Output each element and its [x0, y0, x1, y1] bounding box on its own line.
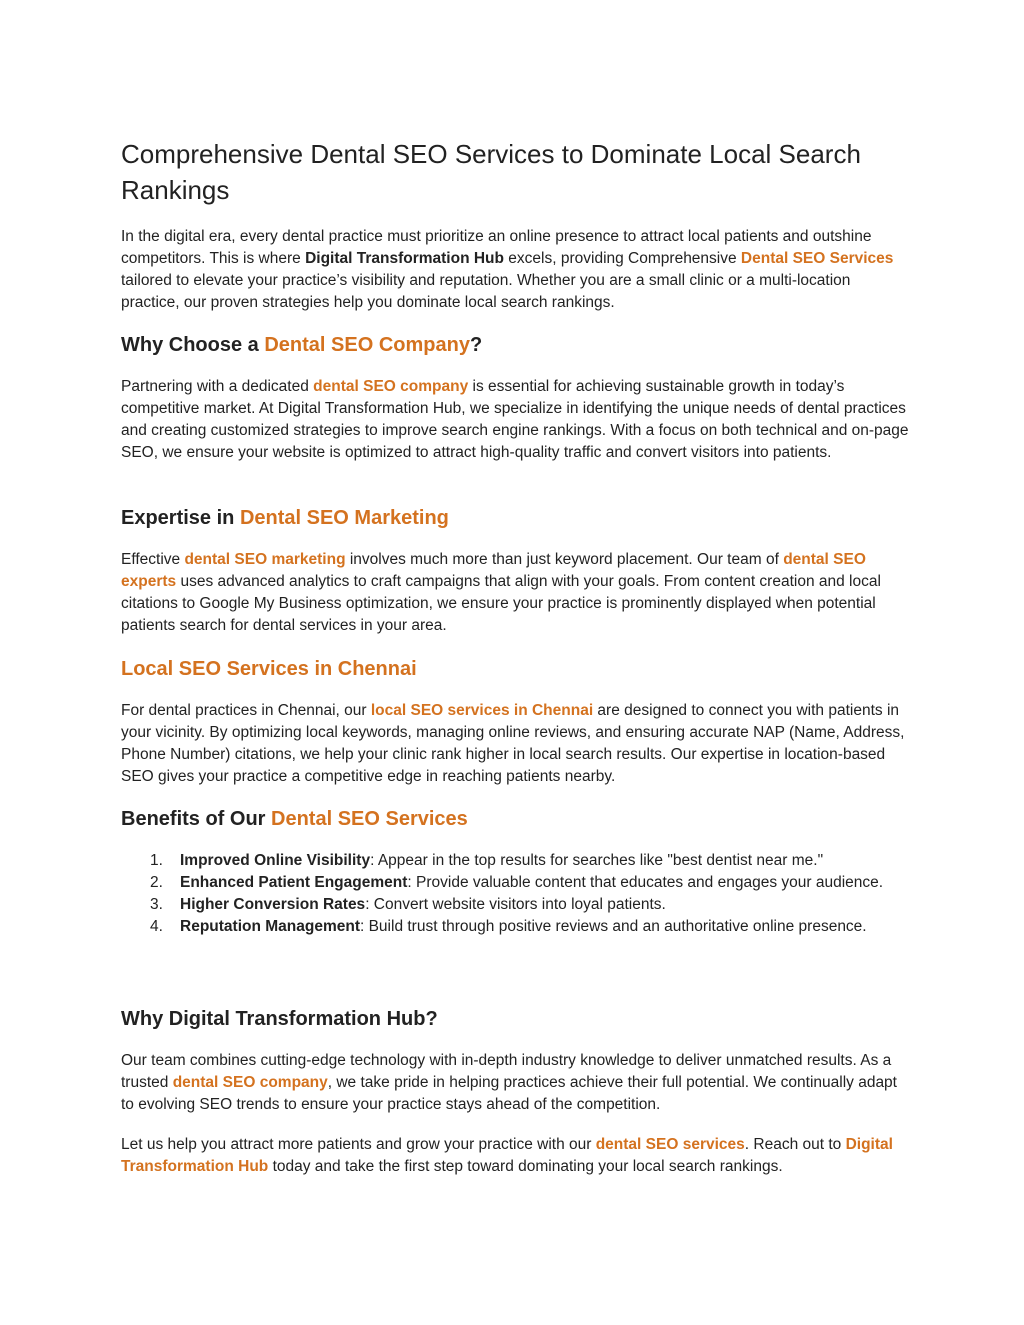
digital-transformation-hub-link[interactable]: Digital Transformation Hub — [121, 1136, 893, 1175]
why-choose-paragraph: Partnering with a dedicated dental SEO company is essential for achieving sustainable growth in today’s competitive market. At Digital Transformation Hub, we specialize in identifying the unique needs of dental practices and creating customized strategies to improve search engine rankings. With a focus on both technical and on-page SEO, we ensure your website is optimized to attract high-quality traffic and convert visitors into patients. — [121, 378, 909, 461]
dental-seo-services-link-2[interactable]: dental SEO services — [595, 1136, 745, 1153]
section-heading-why-dth: Why Digital Transformation Hub? — [121, 1008, 438, 1030]
benefits-list — [121, 850, 905, 938]
section-heading-expertise: Expertise in Dental SEO Marketing — [121, 507, 449, 529]
list-item: 4. Reputation Management: Build trust through positive reviews and an authoritative online presence. — [150, 918, 867, 935]
local-seo-paragraph: For dental practices in Chennai, our local SEO services in Chennai are designed to connect you with patients in your vicinity. By optimizing local keywords, managing online reviews, and ensuring accurate NAP (Name, Address, Phone Number) citations, we help your clinic rank higher in local search results. Our expertise in location-based SEO gives your practice a competitive edge in reaching patients nearby. — [121, 702, 905, 785]
dental-seo-company-link-2[interactable]: dental SEO company — [172, 1074, 328, 1091]
intro-text: tailored to elevate your practice’s visibility and reputation. Whether you are a small clinic or a multi-location practice, our proven strategies help you dominate local search rankings. — [121, 272, 851, 311]
list-item: 3. Higher Conversion Rates: Convert website visitors into loyal patients. — [150, 896, 666, 913]
closing-paragraph: Let us help you attract more patients and grow your practice with our dental SEO services. Reach out to Digital Transformation Hub today and take the first step toward dominating your local search rankings. — [121, 1136, 893, 1175]
section-heading-benefits: Benefits of Our Dental SEO Services — [121, 808, 468, 830]
dental-seo-marketing-link[interactable]: dental SEO marketing — [184, 551, 346, 568]
local-seo-chennai-heading-link[interactable]: Local SEO Services in Chennai — [121, 658, 417, 680]
page-title: Comprehensive Dental SEO Services to Dominate Local Search Rankings — [121, 139, 861, 205]
dental-seo-marketing-heading-link[interactable]: Dental SEO Marketing — [239, 507, 449, 529]
expertise-paragraph: Effective dental SEO marketing involves much more than just keyword placement. Our team of dental SEO experts uses advanced analytics to craft campaigns that align with your goals. From content creation and local citations to Google My Business optimization, we ensure your practice is prominently displayed when potential patients search for dental services in your area. — [121, 551, 881, 634]
intro-text: In the digital era, every dental practice must prioritize an online presence to attract local patients and outshine competitors. This is where — [121, 228, 872, 267]
list-item: 2. Enhanced Patient Engagement: Provide valuable content that educates and engages your audience. — [150, 874, 884, 891]
intro-text: excels, providing Comprehensive — [504, 250, 741, 267]
dental-seo-services-link[interactable]: Dental SEO Services — [740, 250, 894, 267]
dental-seo-experts-link[interactable]: dental SEO experts — [121, 551, 866, 590]
brand-name: Digital Transformation Hub — [305, 250, 504, 267]
why-dth-paragraph: Our team combines cutting-edge technology with in-depth industry knowledge to deliver unmatched results. As a trusted dental SEO company, we take pride in helping practices achieve their full potential. We continually adapt to evolving SEO trends to ensure your practice stays ahead of the competition. — [121, 1052, 897, 1113]
intro-paragraph — [121, 226, 911, 314]
dental-seo-company-heading-link[interactable]: Dental SEO Company — [264, 334, 470, 356]
local-seo-chennai-link[interactable]: local SEO services in Chennai — [370, 702, 594, 719]
section-heading-why-choose: Why Choose a Dental SEO Company? — [121, 334, 483, 356]
dental-seo-company-link[interactable]: dental SEO company — [313, 378, 469, 395]
list-item: 1. Improved Online Visibility: Appear in the top results for searches like "best dentist near me." — [150, 852, 824, 869]
dental-seo-services-heading-link[interactable]: Dental SEO Services — [271, 808, 468, 830]
section-heading-local-seo — [121, 656, 417, 682]
